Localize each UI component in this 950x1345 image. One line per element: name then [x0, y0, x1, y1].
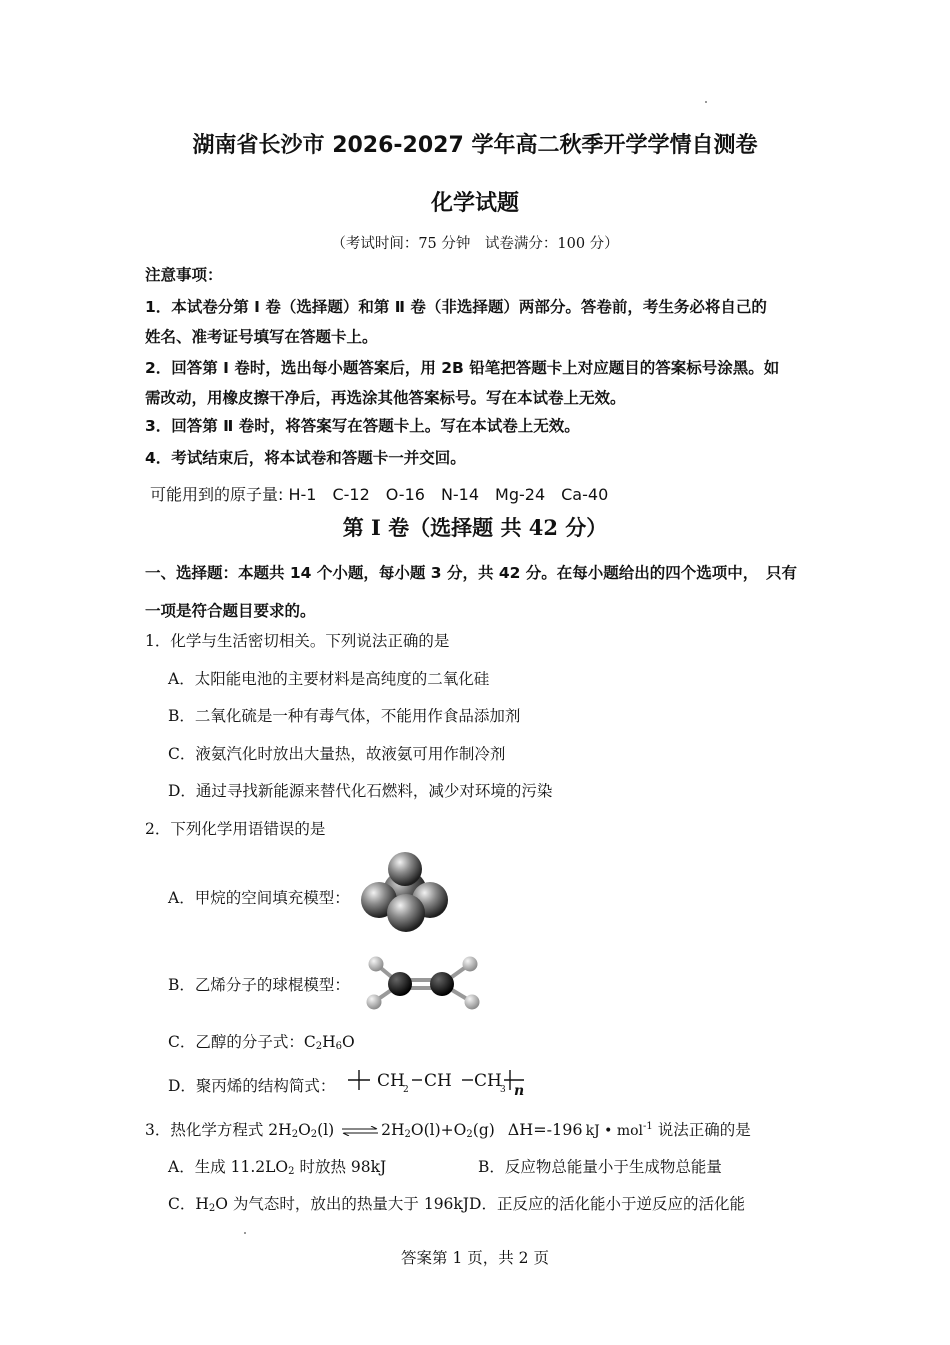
q2-option-c: [168, 1030, 355, 1052]
svg-text:n: n: [514, 1083, 525, 1098]
section-intro: 一项是符合题目要求的。: [145, 602, 316, 620]
q2-option-b: B．乙烯分子的球棍模型：: [168, 976, 350, 994]
q2-stem: 2．下列化学用语错误的是: [145, 820, 326, 838]
svg-text:CH: CH: [377, 1071, 405, 1091]
q1-option-d: D．通过寻找新能源来替代化石燃料，减少对环境的污染: [168, 782, 553, 800]
q3-option-a-tail: 时放热 98kJ: [294, 1158, 387, 1176]
speck-top-right: [705, 101, 707, 103]
q1-option-b: B．二氧化硫是一种有毒气体，不能用作食品添加剂: [168, 707, 521, 725]
q3-stem-suffix: 说法正确的是: [657, 1121, 751, 1139]
notice-line: 姓名、准考证号填写在答题卡上。: [145, 328, 378, 346]
atomic-masses: 可能用到的原子量: H-1 C-12 O-16 N-14 Mg-24 Ca-40: [150, 485, 609, 504]
notice-line: 3．回答第 Ⅱ 卷时，将答案写在答题卡上。写在本试卷上无效。: [145, 417, 580, 435]
exam-subtitle: 化学试题: [430, 191, 519, 216]
notice-line: 2．回答第 Ⅰ 卷时，选出每小题答案后，用 2B 铅笔把答题卡上对应题目的答案标号涂黑。如: [145, 359, 780, 377]
q3-unit-exp: -1: [643, 1120, 653, 1132]
q3-option-a: [168, 1155, 386, 1177]
section-intro: 一、选择题：本题共 14 个小题，每小题 3 分，共 42 分。在每小题给出的四个选项中， 只有: [145, 564, 798, 582]
section-title: 第 I 卷（选择题 共 42 分）: [342, 515, 608, 540]
page-footer: 答案第 1 页，共 2 页: [401, 1249, 549, 1267]
q3-option-a-sub: 2: [288, 1166, 295, 1177]
q1-option-c: C．液氨汽化时放出大量热，故液氨可用作制冷剂: [168, 745, 506, 763]
notice-line: 4．考试结束后，将本试卷和答题卡一并交回。: [145, 449, 466, 467]
svg-text:CH: CH: [474, 1071, 502, 1091]
q3-equation-products: $2H_2O(l)+O_2(g)$: [381, 1121, 495, 1140]
exam-title: 湖南省长沙市 2026-2027 学年高二秋季开学学情自测卷: [192, 133, 758, 158]
q3-stem: [145, 1118, 751, 1140]
svg-text:2: 2: [403, 1085, 409, 1095]
q3-option-c-sub: 2: [208, 1203, 216, 1214]
q2-option-d: [168, 1074, 335, 1096]
q3-option-a-text: A．生成 11.2LO: [168, 1158, 289, 1176]
q3-stem-prefix: 3．热化学方程式: [145, 1121, 269, 1139]
q1-option-a: A．太阳能电池的主要材料是高纯度的二氧化硅: [168, 670, 490, 688]
q2-option-d-label: D．聚丙烯的结构简式：: [168, 1077, 336, 1095]
q3-equation: $2H_2O_2(l)$: [268, 1121, 335, 1140]
q3-option-d: D．正反应的活化能小于逆反应的活化能: [469, 1195, 745, 1213]
ethylene-ball-stick-model: [360, 952, 486, 1016]
svg-text:3: 3: [500, 1085, 506, 1095]
notice-line: 1．本试卷分第 Ⅰ 卷（选择题）和第 Ⅱ 卷（非选择题）两部分。答卷前，考生务必将自己的: [145, 298, 767, 316]
q2-option-a: A．甲烷的空间填充模型：: [168, 889, 350, 907]
q3-option-c-text: C．H: [168, 1195, 209, 1213]
svg-text:CH: CH: [424, 1071, 452, 1091]
methane-space-filling-model: [357, 850, 453, 936]
q3-unit: kJ • mol: [585, 1123, 644, 1139]
exam-meta: （考试时间：75 分钟 试卷满分：100 分）: [331, 236, 619, 252]
ethanol-formula: $C_2H_6O$: [303, 1033, 355, 1052]
q1-stem: 1．化学与生活密切相关。下列说法正确的是: [145, 632, 450, 650]
q3-option-b: B．反应物总能量小于生成物总能量: [478, 1158, 722, 1176]
speck-bottom-left: [244, 1232, 246, 1234]
q3-option-c-tail: O 为气态时，放出的热量大于 196kJ: [215, 1195, 470, 1213]
notice-heading: 注意事项：: [145, 266, 223, 284]
polypropylene-structure-formula: [344, 1064, 534, 1098]
q3-option-c: [168, 1192, 745, 1214]
q3-enthalpy: ΔH=-196: [507, 1120, 583, 1139]
notice-line: 需改动，用橡皮擦干净后，再选涂其他答案标号。写在本试卷上无效。: [145, 389, 626, 407]
reversible-arrow-icon: [340, 1126, 380, 1136]
q2-option-c-label: C．乙醇的分子式：: [168, 1033, 304, 1051]
